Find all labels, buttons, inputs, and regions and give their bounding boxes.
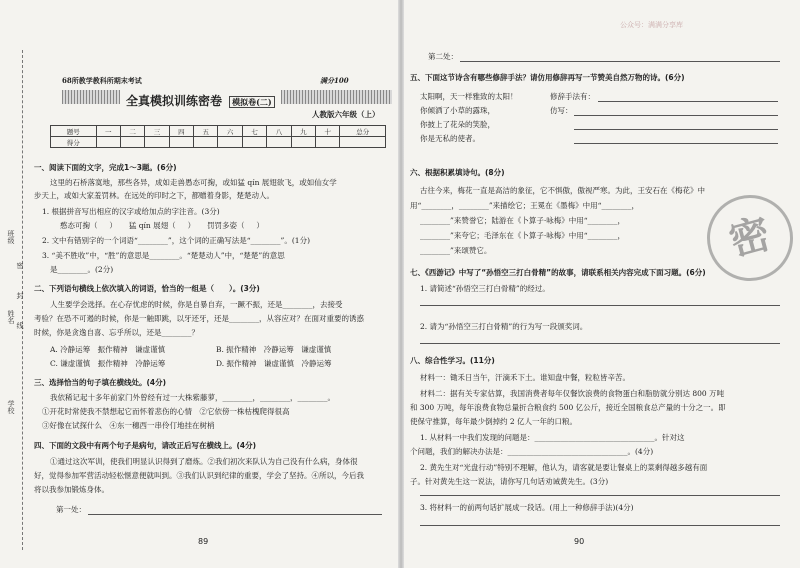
- score-input[interactable]: [291, 137, 315, 148]
- seal-char-1: 密: [16, 262, 24, 269]
- q3-options-1: ①开花时常使我不禁想起它而怀着悲伤的心情 ②它依傍一株枯槐爬得很高: [42, 407, 290, 416]
- q2-option-b[interactable]: B. 振作精神 冷静运筹 谦虚谨慎: [216, 345, 332, 354]
- score-input[interactable]: [145, 137, 169, 148]
- confidential-stamp: 密: [697, 185, 800, 290]
- score-input[interactable]: [120, 137, 144, 148]
- q1-item: 猛 qín 展翅（: [128, 221, 176, 230]
- q5-imitate-line-2[interactable]: [574, 129, 778, 130]
- q4-first-answer-line[interactable]: [88, 514, 382, 515]
- q8-material-2-line-2: 和 300 万吨，每年浪费食物总量折合粮食约 500 亿公斤，接近全国粮食总产量的十分之一。即: [410, 403, 726, 412]
- score-input[interactable]: [316, 137, 340, 148]
- binding-strip: [0, 0, 30, 568]
- q8-sub1-tail: 个问题，我们的解决办法是：________________________________。(4分): [410, 447, 654, 456]
- q1-passage-line-2: 步天上，或如大家羞罚林。在远处的印时之下，都赠着身影，楚楚动人。: [34, 191, 274, 200]
- q1-sub2: 2. 文中有错别字的一个词语“________”，这个词的正确写法是“________”。(1分): [42, 236, 310, 245]
- q4-passage-line-2: 好，觉得参加军营活动轻松惬意便就叫到。③我们认识到纪律的重要，学会了坚持。④所以，今后我: [34, 471, 364, 480]
- q4-first-label: 第一处：: [56, 505, 86, 514]
- q1-item: 罚罚多姿（: [207, 221, 245, 230]
- score-cell: 得分: [51, 137, 97, 148]
- q5-imitate-line-1[interactable]: [574, 115, 778, 116]
- q6-line-1: 古往今来，梅花一直是高洁的象征，它不惧傲，傲视严寒。为此，王安石在《梅花》中: [420, 186, 705, 195]
- q5-rhetoric-line[interactable]: [598, 101, 778, 102]
- q7-answer-line-1[interactable]: [420, 305, 780, 306]
- q7-item-2: 2. 请为“孙悟空三打白骨精”的行为写一段颁奖词。: [420, 322, 588, 331]
- q1-passage-line-1: 这里的石桥落寞地，那些各异，成如走兽愚态可掬，或如猛 qín 展翅欲飞，或如仙女学: [50, 178, 337, 187]
- q8-sub1: 1. 从材料一中我们发现的问题是：________________________________。针对这: [420, 433, 685, 442]
- q1-item: ）: [256, 221, 264, 230]
- q6-heading: 六、根据积累填诗句。(8分): [410, 168, 505, 177]
- score-cell: 十: [316, 126, 340, 137]
- score-input[interactable]: [218, 137, 242, 148]
- q5-poem-line-1: 太阳啊，天一样雅致的太阳！: [420, 92, 518, 101]
- q2-passage-line-2: 考验？在恐不可遏的时候，你是一触即跳，以牙还牙，还是________，从容应对？在面对重要的诱惑: [34, 314, 364, 323]
- page-number-left: 89: [198, 537, 209, 546]
- score-table: [50, 125, 386, 148]
- q2-heading: 二、下列语句横线上依次填入的词语，恰当的一组是（ ）。(3分): [34, 284, 260, 293]
- class-label: 班级: [7, 230, 15, 244]
- score-cell: 一: [96, 126, 120, 137]
- q8-sub3-answer-line[interactable]: [420, 525, 780, 526]
- q5-heading: 五、下面这节诗含有哪些修辞手法？请仿用修辞再写一节赞美自然万物的诗。(6分): [410, 73, 685, 82]
- q2-option-a[interactable]: A. 冷静运筹 振作精神 谦虚谨慎: [50, 345, 166, 354]
- q1-item: ）: [187, 221, 196, 230]
- score-cell: 八: [267, 126, 291, 137]
- q2-passage-line-3: 时候，你是贪逸自喜、忘乎所以，还是________？: [34, 328, 199, 337]
- score-cell: 五: [194, 126, 218, 137]
- q2-passage-line-1: 人生要学会选择。在心存忧虑的时候，你是自暴自弃，一蹶不振，还是________，去接受: [50, 300, 343, 309]
- score-table-row-score: [51, 137, 386, 148]
- q3-heading: 三、选择恰当的句子填在横线处。(4分): [34, 378, 167, 387]
- binding-dash: [22, 50, 23, 550]
- q4-passage-line-3: 将以我参加锻炼身体。: [34, 485, 109, 494]
- q7-heading: 七、《西游记》中写了“孙悟空三打白骨精”的故事，请联系相关内容完成下面习题。(6分): [410, 268, 706, 277]
- q3-line-1: 我依稀记起十多年前家门外曾经有过一大株紫藤萝，________，________，________。: [50, 393, 335, 402]
- q4-second-label: 第二处：: [428, 52, 458, 61]
- name-label: 姓名: [7, 310, 15, 324]
- q8-sub2: 2. 黄先生对“光盘行动”特别不理解，他认为，请客就是要让餐桌上的菜剩得越多越有面: [420, 463, 708, 472]
- page-number-right: 90: [574, 537, 585, 546]
- score-input[interactable]: [340, 137, 386, 148]
- q1-sub3: 3. “美不胜收”中，“胜”的意思是________。“楚楚动人”中，“楚楚”的意思: [42, 251, 285, 260]
- q2-option-c[interactable]: C. 谦虚谨慎 振作精神 冷静运筹: [50, 359, 166, 368]
- q7-item-1: 1. 请简述“孙悟空三打白骨精”的经过。: [420, 284, 550, 293]
- full-score: 满分100: [320, 76, 349, 85]
- q1-item: ）: [109, 221, 117, 230]
- q6-line-2: 用“________，________”来描绘它；王冕在《墨梅》中用“________，: [410, 201, 640, 210]
- q5-imitate-label: 仿写：: [550, 106, 573, 115]
- score-cell: 二: [120, 126, 144, 137]
- score-input[interactable]: [96, 137, 120, 148]
- q6-line-4: ________”来夸它；毛泽东在《卜算子·咏梅》中用“________，: [420, 231, 626, 240]
- q1-items: [60, 221, 264, 231]
- q8-heading: 八、综合性学习。(11分): [410, 356, 495, 365]
- score-cell: 四: [169, 126, 193, 137]
- q6-line-5: ________”来颂赞它。: [420, 246, 492, 255]
- score-cell: 三: [145, 126, 169, 137]
- q5-poem-line-4: 你是无私的使者。: [420, 134, 480, 143]
- q8-material-2-line-1: 材料二：据有关专家估算，我国消费者每年仅餐饮浪费的食物蛋白和脂肪就分别达 800 万吨: [420, 389, 725, 398]
- q6-line-3: ________”来赞誉它；陆游在《卜算子·咏梅》中用“________，: [420, 216, 626, 225]
- score-cell: 七: [242, 126, 266, 137]
- q5-poem-line-3: 你披上了花朵的笑脸，: [420, 120, 495, 129]
- q4-second-answer-line[interactable]: [460, 61, 780, 62]
- exam-subtitle: 模拟卷(二): [229, 96, 275, 108]
- q2-option-d[interactable]: D. 振作精神 谦虚谨慎 冷静运筹: [216, 359, 332, 368]
- q1-item: 憨态可掬（: [60, 221, 98, 230]
- exam-title: 全真模拟训练密卷: [126, 94, 223, 108]
- series-header: 68所教学教科所期末考试: [62, 76, 142, 85]
- score-table-row-header: [51, 126, 386, 137]
- q1-sub1: 1. 根据拼音写出相应的汉字或给加点的字注音。(3分): [42, 207, 220, 216]
- seal-char-2: 封: [16, 292, 24, 299]
- q8-material-1: 材料一：锄禾日当午，汗滴禾下土。谁知盘中餐，粒粒皆辛苦。: [420, 373, 630, 382]
- title-banner: [62, 90, 392, 108]
- q7-answer-line-2[interactable]: [420, 343, 780, 344]
- score-input[interactable]: [267, 137, 291, 148]
- q5-imitate-line-3[interactable]: [574, 143, 778, 144]
- q4-heading: 四、下面的文段中有两个句子是病句，请改正后写在横线上。(4分): [34, 441, 257, 450]
- score-cell: 六: [218, 126, 242, 137]
- score-cell: 九: [291, 126, 315, 137]
- watermark: 公众号：满满分享库: [620, 21, 683, 29]
- q5-poem-line-2: 你倾洒了小草的露珠，: [420, 106, 495, 115]
- score-input[interactable]: [169, 137, 193, 148]
- q3-options-2: ③好像在试探什么 ④东一穗西一串伶仃地挂在树梢: [42, 421, 215, 430]
- q8-sub2-answer-line[interactable]: [420, 495, 780, 496]
- score-input[interactable]: [194, 137, 218, 148]
- score-cell: 总分: [340, 126, 386, 137]
- seal-char-3: 线: [16, 322, 24, 329]
- q8-material-2-line-3: 使保守推算，每年最少倒掉约 2 亿人一年的口粮。: [410, 417, 578, 426]
- page-right: [402, 0, 800, 568]
- q8-sub3: 3. 将材料一的前两句话扩展成一段话。(用上一种修辞手法)(4分): [420, 503, 634, 512]
- q5-rhetoric-label: 修辞手法有：: [550, 92, 595, 101]
- school-label: 学校: [7, 400, 15, 414]
- score-cell: 题号: [51, 126, 97, 137]
- grade-label: 人教版六年级（上）: [312, 110, 380, 119]
- q8-sub2-tail: 子。针对黄先生这一说法，请你写几句话劝诫黄先生。(3分): [410, 477, 609, 486]
- q1-heading: 一、阅读下面的文字，完成1～3题。(6分): [34, 163, 177, 172]
- score-input[interactable]: [242, 137, 266, 148]
- q1-sub3-tail: 是________。(2分): [50, 265, 114, 274]
- title-wrap: [120, 90, 281, 108]
- q4-passage-line-1: ①通过这次军训，使我们明显认识得到了磨炼。②我们初次来队认为自己没有什么病，身体很: [50, 457, 358, 466]
